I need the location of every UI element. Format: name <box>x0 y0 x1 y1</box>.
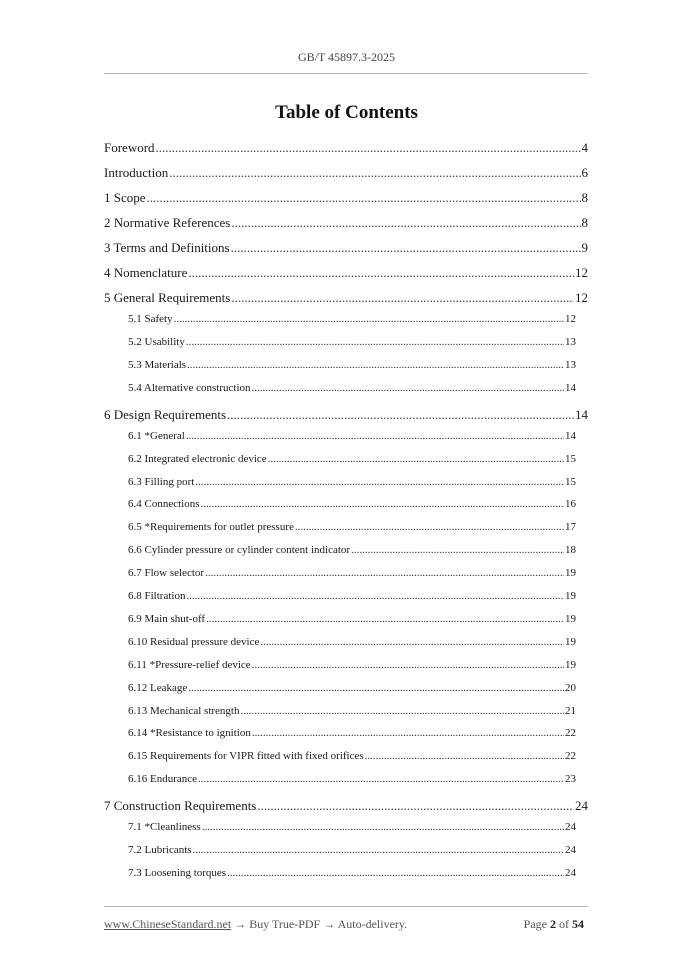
toc-entry-title: 4 Nomenclature <box>104 265 188 280</box>
toc-entry-title: 5.3 Materials <box>128 358 187 371</box>
toc-entry-page: 17 <box>565 521 576 534</box>
toc-entry-title: 6.9 Main shut-off <box>128 612 206 625</box>
toc-entry-title: 1 Scope <box>104 190 146 205</box>
toc-leader-dots <box>198 773 564 785</box>
toc-entry-title: 6.1 *General <box>128 429 185 442</box>
toc-entry-page: 8 <box>581 215 588 230</box>
toc-entry[interactable] <box>104 453 588 465</box>
toc-leader-dots <box>201 498 565 510</box>
toc-leader-dots <box>295 521 564 533</box>
toc-leader-dots <box>193 844 564 856</box>
toc-leader-dots <box>186 430 564 442</box>
toc-entry-title: 5 General Requirements <box>104 290 231 305</box>
toc-entry-page: 24 <box>575 798 588 814</box>
toc-entry-title: 6.16 Endurance <box>128 773 198 786</box>
toc-entry-title: 6.2 Integrated electronic device <box>128 452 267 465</box>
toc-leader-dots <box>169 165 580 181</box>
toc-entry-title: 7.3 Loosening torques <box>128 867 227 879</box>
toc-entry[interactable] <box>104 727 588 739</box>
toc-entry-page: 12 <box>575 290 588 305</box>
toc-leader-dots <box>252 382 565 394</box>
toc-entry[interactable] <box>104 821 588 833</box>
toc-entry[interactable] <box>104 590 588 602</box>
toc-leader-dots <box>257 798 574 814</box>
toc-entry-page: 12 <box>565 313 576 325</box>
toc-entry[interactable] <box>104 382 588 394</box>
toc-entry-page: 24 <box>565 844 576 857</box>
toc-leader-dots <box>227 867 564 879</box>
toc-leader-dots <box>231 240 581 256</box>
toc-entry[interactable] <box>104 430 588 442</box>
toc-entry-page: 16 <box>565 498 576 511</box>
toc-entry-page: 14 <box>565 429 576 442</box>
current-page-number: 2 <box>550 917 556 931</box>
footer-divider <box>104 906 588 907</box>
toc-entry-page: 19 <box>565 590 576 602</box>
toc-entry-page: 21 <box>565 704 576 717</box>
toc-leader-dots <box>231 290 574 306</box>
toc-entry-page: 24 <box>565 821 576 834</box>
toc-leader-dots <box>351 544 564 556</box>
toc-entry-page: 24 <box>565 867 576 879</box>
toc-entry[interactable] <box>104 750 588 762</box>
toc-entry-title: 7.1 *Cleanliness <box>128 821 201 834</box>
footer-promo <box>104 917 407 932</box>
toc-leader-dots <box>174 313 564 325</box>
toc-entry-page: 6 <box>581 165 588 180</box>
toc-entry[interactable] <box>104 613 588 625</box>
document-id-header: GB/T 45897.3-2025 <box>297 50 396 64</box>
toc-entry-page: 19 <box>565 612 576 625</box>
toc-entry[interactable] <box>104 682 588 694</box>
toc-entry-title: 3 Terms and Definitions <box>104 240 230 255</box>
toc-entry-title: 2 Normative References <box>104 215 231 230</box>
toc-entry[interactable] <box>104 290 588 306</box>
toc-entry[interactable] <box>104 313 588 325</box>
toc-entry-page: 9 <box>581 240 588 255</box>
toc-entry-title: 6.3 Filling port <box>128 475 195 488</box>
toc-entry-title: 6.5 *Requirements for outlet pressure <box>128 521 294 534</box>
toc-entry-title: 6.10 Residual pressure device <box>128 635 260 648</box>
toc-entry-page: 4 <box>581 140 588 155</box>
toc-entry-page: 15 <box>565 475 576 488</box>
toc-leader-dots <box>186 590 564 602</box>
toc-leader-dots <box>227 407 574 423</box>
toc-entry-page: 22 <box>565 727 576 740</box>
toc-entry[interactable] <box>104 190 588 206</box>
toc-entry-title: 6.8 Filtration <box>128 590 186 602</box>
toc-leader-dots <box>268 453 564 465</box>
toc-entry-title: 6.4 Connections <box>128 498 200 511</box>
toc-entry[interactable] <box>104 798 588 814</box>
toc-entry-page: 14 <box>575 406 588 422</box>
site-link[interactable]: www.ChineseStandard.net <box>104 917 232 931</box>
toc-leader-dots <box>186 336 564 348</box>
toc-leader-dots <box>260 636 564 648</box>
toc-entry-title: 5.2 Usability <box>128 335 185 348</box>
toc-entry[interactable] <box>104 265 588 281</box>
toc-entry[interactable] <box>104 659 588 671</box>
toc-entry[interactable] <box>104 867 588 879</box>
toc-entry-title: Foreword <box>104 140 155 155</box>
toc-entry[interactable] <box>104 498 588 510</box>
toc-entry-page: 23 <box>565 773 576 786</box>
toc-entry[interactable] <box>104 140 588 156</box>
toc-entry[interactable] <box>104 359 588 371</box>
total-page-number: 54 <box>572 917 584 931</box>
toc-entry-page: 13 <box>565 358 576 371</box>
toc-entry-title: 6 Design Requirements <box>104 406 227 422</box>
toc-entry-title: 5.1 Safety <box>128 313 173 325</box>
toc-entry-title: 6.14 *Resistance to ignition <box>128 727 251 740</box>
page-of-word: of <box>559 917 569 931</box>
toc-leader-dots <box>205 567 564 579</box>
toc-leader-dots <box>147 190 581 206</box>
arrow-icon: → <box>323 917 336 931</box>
toc-entry[interactable] <box>104 165 588 181</box>
toc-entry[interactable] <box>104 636 588 648</box>
toc-entry[interactable] <box>104 476 588 488</box>
toc-entry-page: 14 <box>565 381 576 394</box>
toc-entry-title: 6.11 *Pressure-relief device <box>128 658 251 671</box>
toc-entry-page: 20 <box>565 681 576 694</box>
toc-leader-dots <box>188 265 574 281</box>
toc-leader-dots <box>252 727 564 739</box>
toc-entry-title: 7.2 Lubricants <box>128 844 192 857</box>
toc-entry[interactable] <box>104 544 588 556</box>
toc-entry-page: 8 <box>581 190 588 205</box>
toc-entry-page: 19 <box>565 658 576 671</box>
page-word: Page <box>523 917 547 931</box>
toc-entry-page: 22 <box>565 750 576 763</box>
toc-entry-title: 6.12 Leakage <box>128 681 188 694</box>
buy-text: Buy True-PDF <box>249 917 321 931</box>
toc-leader-dots <box>231 215 580 231</box>
delivery-text: Auto-delivery. <box>337 917 408 931</box>
toc-entry[interactable] <box>104 336 588 348</box>
toc-entry-page: 19 <box>565 567 576 580</box>
toc-entry-title: Introduction <box>104 165 169 180</box>
toc-leader-dots <box>252 659 564 671</box>
toc-entry[interactable] <box>104 240 588 256</box>
arrow-icon: → <box>234 917 247 931</box>
toc-entry-page: 18 <box>565 544 576 557</box>
toc-leader-dots <box>202 821 564 833</box>
toc-entry-title: 6.15 Requirements for VIPR fitted with fixed orifices <box>128 750 364 763</box>
toc-entry[interactable] <box>104 567 588 579</box>
toc-entry-title: 5.4 Alternative construction <box>128 381 251 394</box>
toc-entry-title: 6.6 Cylinder pressure or cylinder content indicator <box>128 544 351 557</box>
toc-entry-page: 12 <box>575 265 588 280</box>
toc-entry-title: 6.7 Flow selector <box>128 567 205 580</box>
toc-leader-dots <box>188 682 564 694</box>
toc-entry-page: 13 <box>565 335 576 348</box>
toc-leader-dots <box>206 613 564 625</box>
toc-entry-page: 15 <box>565 452 576 465</box>
page-title: Table of Contents <box>275 102 418 123</box>
page-indicator <box>524 917 584 932</box>
toc-entry-title: 6.13 Mechanical strength <box>128 704 240 717</box>
toc-entry[interactable] <box>104 215 588 231</box>
toc-entry[interactable] <box>104 773 588 785</box>
toc-leader-dots <box>365 750 564 762</box>
toc-leader-dots <box>195 476 564 488</box>
toc-entry[interactable] <box>104 705 588 717</box>
toc-entry[interactable] <box>104 844 588 856</box>
toc-leader-dots <box>187 359 564 371</box>
toc-entry-page: 19 <box>565 635 576 648</box>
toc-entry-title: 7 Construction Requirements <box>104 798 257 814</box>
header-divider <box>104 73 588 74</box>
toc-entry[interactable] <box>104 521 588 533</box>
toc-leader-dots <box>156 140 581 156</box>
toc-leader-dots <box>241 705 565 717</box>
toc-entry[interactable] <box>104 407 588 423</box>
